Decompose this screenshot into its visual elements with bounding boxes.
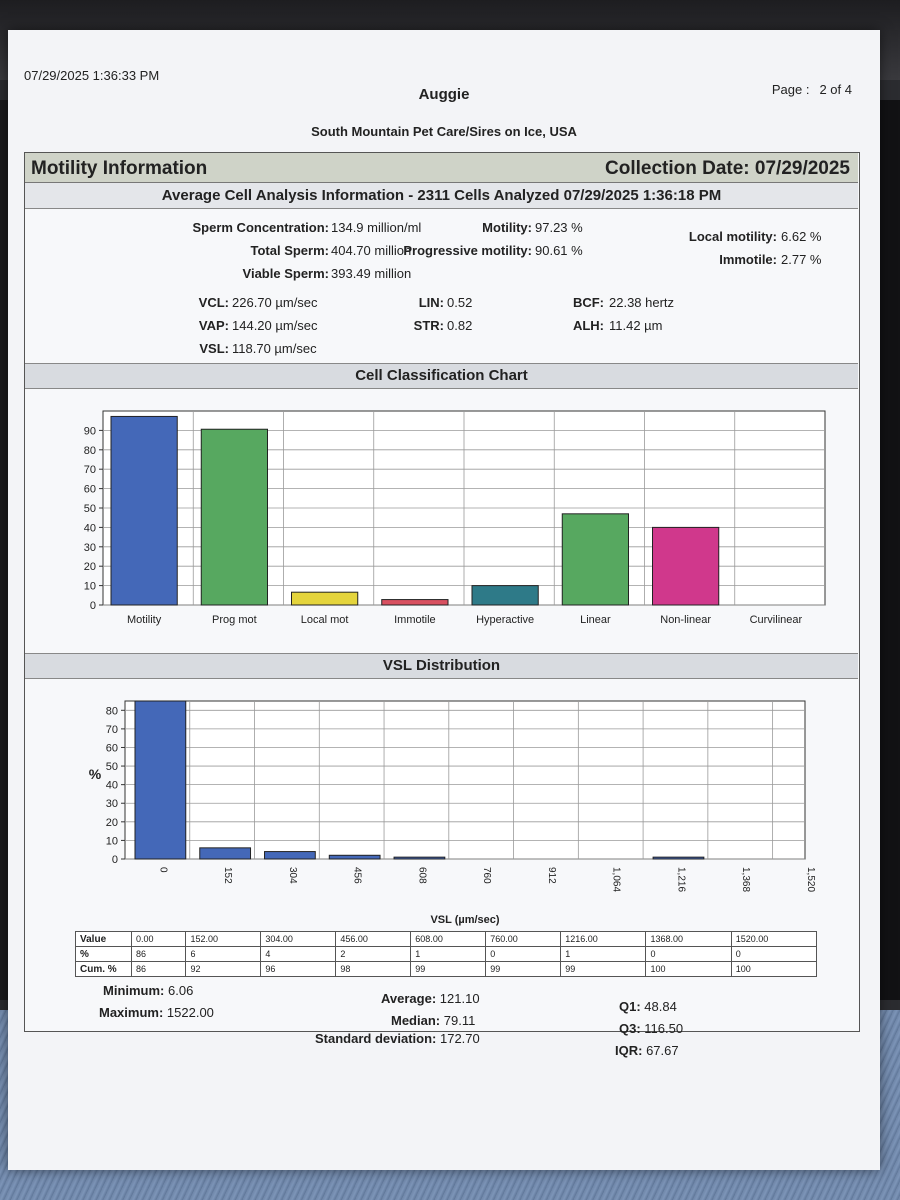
lin-label: LIN: [418, 295, 444, 310]
alh-value: 11.42 µm [609, 318, 663, 333]
vsl-category-label: 608 [416, 867, 428, 884]
motility-stat [482, 220, 532, 235]
vsl-table-cell: 1520.00 [731, 932, 816, 947]
vsl-category-label: 456 [351, 867, 363, 884]
cell-category-label: Curvilinear [749, 614, 803, 626]
vsl-table-row-percent [76, 947, 817, 962]
motility-section-title: Motility Information [31, 158, 208, 179]
cell-bar [472, 586, 538, 605]
cell-ytick-label: 20 [83, 561, 96, 574]
vsl-table [75, 931, 817, 977]
vsl-xlabel: VSL (µm/sec) [430, 914, 500, 926]
report-page [8, 30, 880, 1170]
cell-bar [292, 592, 358, 605]
summary-std-dev [315, 1031, 480, 1046]
page-indicator [772, 82, 852, 97]
q3-value: 116.50 [644, 1021, 684, 1036]
vsl-table-cell: 2 [336, 947, 411, 962]
vsl-category-label: 0 [157, 867, 169, 873]
vsl-table-cell: 4 [261, 947, 336, 962]
cell-category-label: Local mot [300, 614, 349, 626]
vsl-category-label: 1,520 [805, 867, 816, 893]
vsl-ytick-label: 60 [105, 742, 118, 755]
vsl-table-cell: 0 [486, 947, 561, 962]
collection-date: Collection Date: 07/29/2025 [605, 158, 850, 179]
immotile-value: 2.77 % [781, 252, 822, 267]
vsl-table-cell: 760.00 [486, 932, 561, 947]
cell-ytick-label: 60 [83, 483, 96, 496]
vsl-value: 118.70 µm/sec [232, 341, 317, 356]
viable-sperm-value: 393.49 million [331, 266, 412, 281]
lin-value: 0.52 [447, 295, 473, 310]
vsl-table-cell: 0 [731, 947, 816, 962]
summary-q1 [619, 999, 677, 1014]
vsl-table-cell: 0.00 [132, 932, 186, 947]
vsl-ytick-label: 0 [111, 854, 118, 866]
vsl-label: VSL: [199, 341, 229, 356]
cell-category-label: Linear [580, 614, 611, 626]
vsl-bar [394, 857, 445, 859]
sperm-concentration-value: 134.9 million/ml [331, 220, 422, 235]
local-motility-label: Local motility: [688, 229, 777, 244]
cell-bar [201, 429, 267, 605]
vsl-ytick-label: 20 [105, 816, 118, 829]
alh-label: ALH: [572, 318, 604, 333]
vsl [199, 341, 229, 356]
immotile-label: Immotile: [719, 252, 777, 267]
iqr-value: 67.67 [646, 1043, 679, 1058]
vsl-category-label: 1,064 [610, 867, 622, 893]
vsl-category-label: 912 [545, 867, 557, 884]
sperm-concentration [192, 220, 329, 235]
local-motility [689, 229, 777, 244]
vsl-plot-area [125, 701, 805, 859]
cell-classification-chart [25, 391, 858, 653]
vsl-bar [135, 701, 186, 859]
vsl-table-cell: 456.00 [336, 932, 411, 947]
local-motility-value: 6.62 % [781, 229, 822, 244]
q3-label: Q3: [619, 1021, 641, 1036]
vsl-table-row-value [76, 932, 817, 947]
total-sperm-value: 404.70 million [331, 243, 412, 258]
vsl-table-cell: 152.00 [186, 932, 261, 947]
vsl-table-cell: 1216.00 [561, 932, 646, 947]
vsl-table-cell: 100 [646, 962, 731, 977]
vsl-category-label: 760 [481, 867, 493, 884]
cell-ytick-label: 40 [83, 522, 96, 535]
vsl-table-cell: 98 [336, 962, 411, 977]
lin [419, 295, 444, 310]
vap-value: 144.20 µm/sec [232, 318, 318, 333]
vcl-value: 226.70 µm/sec [232, 295, 318, 310]
vsl-table-row-label: Value [76, 932, 132, 947]
cell-category-label: Motility [127, 614, 162, 626]
vsl-bar [653, 857, 704, 859]
vsl-category-label: 1,216 [675, 867, 687, 893]
page-label: Page : [771, 82, 810, 97]
q1-value: 48.84 [644, 999, 677, 1014]
cell-category-label: Prog mot [212, 614, 257, 626]
cell-ytick-label: 70 [83, 464, 96, 477]
iqr-label: IQR: [615, 1043, 643, 1058]
summary-maximum [99, 1005, 214, 1020]
maximum-value: 1522.00 [166, 1005, 214, 1020]
vsl-bar [200, 848, 251, 859]
cell-chart-title: Cell Classification Chart [25, 363, 858, 389]
motility-value: 97.23 % [535, 220, 583, 235]
sperm-concentration-label: Sperm Concentration: [192, 220, 329, 235]
cell-bar [382, 600, 448, 605]
page-number: 2 of 4 [819, 82, 852, 97]
vsl-category-label: 304 [286, 867, 298, 884]
clinic-name: South Mountain Pet Care/Sires on Ice, USA [311, 124, 577, 139]
vsl-ytick-label: 40 [105, 779, 118, 792]
vsl-category-label: 152 [222, 867, 234, 884]
cell-ytick-label: 10 [83, 580, 96, 593]
vsl-table-cell: 86 [132, 962, 186, 977]
vsl-table-cell: 1 [411, 947, 486, 962]
vsl-distribution-chart [25, 681, 858, 929]
cell-category-label: Hyperactive [476, 614, 535, 626]
vsl-ytick-label: 30 [105, 798, 118, 811]
vsl-table-cell: 0 [646, 947, 731, 962]
vsl-category-label: 1,368 [740, 867, 752, 893]
cell-bar [653, 527, 719, 605]
cell-category-label: Immotile [394, 614, 436, 626]
vsl-table-cell: 92 [186, 962, 261, 977]
summary-q3 [619, 1021, 683, 1036]
average-analysis-title: Average Cell Analysis Information - 2311 Cells Analyzed 07/29/2025 1:36:18 PM [25, 183, 858, 209]
cell-ytick-label: 90 [83, 425, 96, 438]
viable-sperm-label: Viable Sperm: [242, 266, 329, 281]
vsl-ytick-label: 50 [105, 761, 118, 774]
vsl-table-cell: 86 [132, 947, 186, 962]
motility-header [25, 153, 858, 183]
vsl-table-cell: 1368.00 [646, 932, 731, 947]
std-dev-value: 172.70 [439, 1031, 480, 1046]
vsl-table-cell: 99 [561, 962, 646, 977]
minimum-value: 6.06 [168, 983, 194, 998]
progressive-motility [403, 243, 532, 258]
cell-ytick-label: 0 [89, 600, 96, 612]
report-frame [24, 152, 860, 1058]
str-value: 0.82 [447, 318, 473, 333]
average-label: Average: [381, 991, 437, 1006]
vsl-table-row-cumulative [76, 962, 817, 977]
vsl-table-row-label: % [76, 947, 132, 962]
vsl-table-cell: 99 [486, 962, 561, 977]
motility-label: Motility: [482, 220, 532, 235]
summary-average [381, 991, 480, 1006]
cell-ytick-label: 50 [83, 503, 96, 515]
minimum-label: Minimum: [103, 983, 165, 998]
cell-bar [562, 514, 628, 605]
summary-minimum [103, 983, 193, 998]
total-sperm-label: Total Sperm: [250, 243, 329, 258]
total-sperm [251, 243, 330, 258]
vsl-chart-title: VSL Distribution [25, 653, 858, 679]
vsl-ylabel: % [88, 766, 102, 782]
vsl-table-cell: 608.00 [411, 932, 486, 947]
vsl-bar [265, 852, 316, 859]
median-value: 79.11 [443, 1013, 476, 1028]
progressive-motility-value: 90.61 % [535, 243, 583, 258]
summary-median [391, 1013, 475, 1028]
bcf [573, 295, 604, 310]
vcl [199, 295, 229, 310]
vsl-table-row-label: Cum. % [76, 962, 132, 977]
vsl-ytick-label: 70 [105, 723, 118, 736]
vsl-table-cell: 304.00 [261, 932, 336, 947]
vsl-table-cell: 1 [561, 947, 646, 962]
vsl-table-cell: 6 [186, 947, 261, 962]
bcf-value: 22.38 hertz [609, 295, 675, 310]
maximum-label: Maximum: [99, 1005, 164, 1020]
str [414, 318, 444, 333]
vcl-label: VCL: [198, 295, 229, 310]
vsl-ytick-label: 10 [105, 835, 118, 848]
immotile [719, 252, 777, 267]
vsl-ytick-label: 80 [105, 705, 118, 718]
cell-bar [111, 416, 177, 605]
vsl-table-cell: 96 [261, 962, 336, 977]
average-value: 121.10 [439, 991, 480, 1006]
median-label: Median: [391, 1013, 441, 1028]
summary-iqr [615, 1043, 679, 1058]
std-dev-label: Standard deviation: [315, 1031, 437, 1046]
bcf-label: BCF: [572, 295, 604, 310]
cell-ytick-label: 30 [83, 541, 96, 554]
viable-sperm [243, 266, 329, 281]
str-label: STR: [413, 318, 444, 333]
cell-category-label: Non-linear [660, 614, 711, 626]
cell-ytick-label: 80 [83, 444, 96, 457]
vap [199, 318, 229, 333]
progressive-motility-label: Progressive motility: [403, 243, 532, 258]
vap-label: VAP: [198, 318, 229, 333]
alh [573, 318, 604, 333]
q1-label: Q1: [619, 999, 641, 1014]
report-timestamp: 07/29/2025 1:36:33 PM [24, 68, 160, 83]
vsl-table-cell: 100 [731, 962, 816, 977]
patient-name: Auggie [418, 86, 470, 103]
vsl-table-cell: 99 [411, 962, 486, 977]
vsl-bar [329, 855, 380, 859]
